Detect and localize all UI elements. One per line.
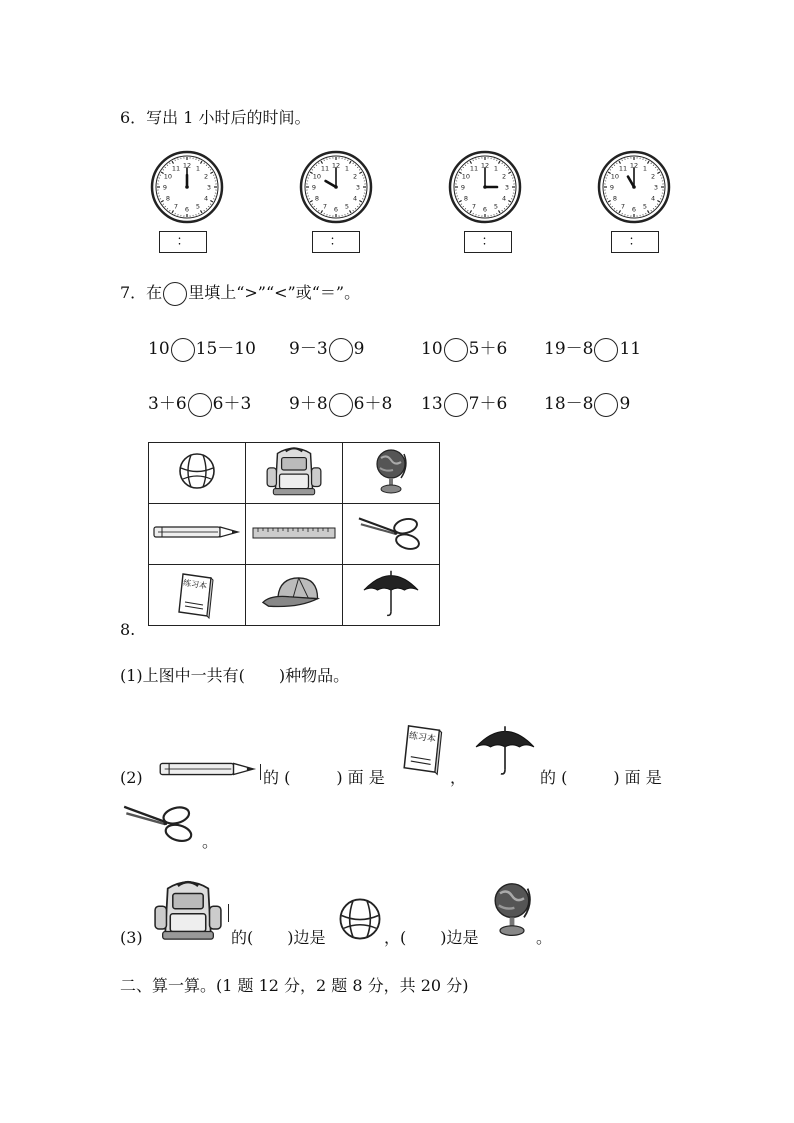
pencil-icon [158, 760, 258, 778]
answer-circle[interactable] [594, 338, 618, 362]
notebook-figure [402, 720, 446, 778]
divider [260, 764, 261, 780]
compare-item [148, 338, 256, 362]
answer-time-box[interactable]: ： [464, 231, 512, 253]
svg-text:1: 1 [195, 164, 201, 173]
q8-p2-end: 。 [202, 832, 219, 851]
q8-p3-de: 的( [231, 928, 254, 947]
answer-circle[interactable] [188, 393, 212, 417]
compare-right: 15－10 [195, 339, 256, 359]
svg-text:10: 10 [461, 172, 471, 181]
q8-p2-de1: 的 ( [263, 768, 291, 787]
svg-text:2: 2 [501, 172, 507, 181]
svg-text:11: 11 [469, 164, 479, 173]
svg-text:12: 12 [331, 161, 341, 170]
svg-text:9: 9 [311, 183, 317, 192]
svg-text:6: 6 [333, 205, 339, 214]
q8-part1 [120, 666, 349, 686]
svg-text:6: 6 [482, 205, 488, 214]
q8-p3-bian1: )边是 [287, 928, 326, 947]
compare-item [148, 393, 251, 417]
svg-text:6: 6 [184, 205, 190, 214]
answer-time-box[interactable]: ： [312, 231, 360, 253]
clock-icon [448, 150, 522, 224]
svg-text:8: 8 [463, 194, 469, 203]
svg-text:2: 2 [650, 172, 656, 181]
q8-p2-mian1: ) 面 是 [336, 768, 385, 787]
grid-cell [149, 443, 246, 504]
compare-left: 19－8 [544, 339, 594, 359]
compare-left: 10 [421, 339, 443, 359]
svg-text:11: 11 [618, 164, 628, 173]
svg-text:1: 1 [344, 164, 350, 173]
compare-left: 3＋6 [148, 394, 187, 414]
answer-time-box[interactable]: ： [159, 231, 207, 253]
answer-time-box[interactable]: ： [611, 231, 659, 253]
q8-p1-post: )种物品。 [278, 666, 350, 685]
svg-text:5: 5 [195, 202, 201, 211]
q8-p3-bian2: )边是 [440, 928, 479, 947]
svg-text:4: 4 [203, 194, 209, 203]
compare-left: 10 [148, 339, 170, 359]
svg-text:1: 1 [493, 164, 499, 173]
grid-cell [343, 504, 440, 565]
answer-circle[interactable] [444, 393, 468, 417]
svg-text:12: 12 [629, 161, 639, 170]
svg-text:11: 11 [320, 164, 330, 173]
svg-text:11: 11 [171, 164, 181, 173]
svg-text:1: 1 [642, 164, 648, 173]
grid-cell [246, 504, 343, 565]
compare-item [289, 338, 364, 362]
q7-title-pre: 7．在 [120, 283, 163, 302]
compare-right: 9 [353, 339, 365, 359]
answer-circle[interactable] [171, 338, 195, 362]
svg-text:12: 12 [480, 161, 490, 170]
svg-text:8: 8 [314, 194, 320, 203]
svg-text:7: 7 [471, 202, 477, 211]
q8-p2-de2: 的 ( [540, 768, 568, 787]
globe-icon [488, 878, 536, 940]
svg-text:4: 4 [650, 194, 656, 203]
globe-icon [371, 446, 411, 496]
svg-text:7: 7 [322, 202, 328, 211]
compare-item [421, 393, 507, 417]
q8-p2-comma: ， [450, 768, 467, 787]
svg-text:10: 10 [312, 172, 322, 181]
q8-p3-text2 [384, 928, 479, 948]
divider [228, 904, 229, 922]
grid-cell [149, 504, 246, 565]
compare-left: 13 [421, 394, 443, 414]
svg-text:3: 3 [355, 183, 361, 192]
grid-cell [246, 443, 343, 504]
clock-icon [150, 150, 224, 224]
compare-right: 6＋3 [212, 394, 252, 414]
grid-cell [343, 565, 440, 626]
q8-p2-text1 [263, 768, 385, 788]
compare-right: 11 [619, 339, 642, 359]
q8-p3-mid: ，( [384, 928, 407, 947]
answer-circle[interactable] [329, 338, 353, 362]
grid-cell [246, 565, 343, 626]
grid-cell [343, 443, 440, 504]
svg-text:2: 2 [352, 172, 358, 181]
compare-left: 9＋8 [289, 394, 328, 414]
q7-title-post: 里填上“>”“<”或“＝”。 [188, 283, 361, 302]
q8-p3-end: 。 [536, 928, 553, 947]
q8-p2-label: (2) [120, 768, 143, 787]
svg-text:3: 3 [206, 183, 212, 192]
svg-text:12: 12 [182, 161, 192, 170]
scissors-icon [357, 512, 425, 552]
svg-text:7: 7 [620, 202, 626, 211]
ruler-icon [252, 526, 336, 540]
grid-cell [149, 565, 246, 626]
svg-text:4: 4 [352, 194, 358, 203]
clock-icon [597, 150, 671, 224]
q8-label: 8. [120, 620, 136, 639]
q8-p1-pre: (1)上图中一共有( [120, 666, 245, 685]
svg-text:10: 10 [163, 172, 173, 181]
umbrella-icon [362, 568, 420, 618]
svg-text:9: 9 [162, 183, 168, 192]
compare-left: 18－8 [544, 394, 594, 414]
answer-circle[interactable] [329, 393, 353, 417]
notebook-label: 练习本 [408, 731, 437, 745]
svg-text:9: 9 [460, 183, 466, 192]
umbrella-icon [474, 722, 536, 778]
svg-text:2: 2 [203, 172, 209, 181]
clock-icon [299, 150, 373, 224]
svg-text:5: 5 [493, 202, 499, 211]
q8-p2-text2 [540, 768, 662, 788]
answer-circle[interactable] [444, 338, 468, 362]
answer-circle-sample [163, 282, 187, 306]
compare-item [544, 338, 641, 362]
svg-text:3: 3 [504, 183, 510, 192]
svg-text:9: 9 [609, 183, 615, 192]
q8-p2-mian2: ) 面 是 [613, 768, 662, 787]
basketball-icon [337, 896, 383, 942]
cap-icon [261, 573, 327, 613]
backpack-icon [263, 445, 325, 497]
compare-right: 7＋6 [468, 394, 508, 414]
compare-right: 5＋6 [468, 339, 508, 359]
answer-circle[interactable] [594, 393, 618, 417]
svg-text:10: 10 [610, 172, 620, 181]
compare-right: 9 [619, 394, 631, 414]
backpack-icon [150, 878, 226, 942]
svg-text:8: 8 [612, 194, 618, 203]
compare-item [289, 393, 392, 417]
svg-text:5: 5 [344, 202, 350, 211]
svg-text:6: 6 [631, 205, 637, 214]
notebook-label: 练习本 [182, 578, 208, 591]
compare-item [421, 338, 507, 362]
svg-text:3: 3 [653, 183, 659, 192]
notebook-icon [402, 720, 446, 778]
compare-left: 9－3 [289, 339, 328, 359]
svg-text:5: 5 [642, 202, 648, 211]
q8-p3-text1 [231, 928, 326, 948]
compare-item [544, 393, 630, 417]
section2-title: 二、算一算。(1 题 12 分，2 题 8 分，共 20 分) [120, 976, 469, 995]
svg-text:7: 7 [173, 202, 179, 211]
items-grid [148, 442, 440, 626]
q8-p3-label: (3) [120, 928, 143, 947]
svg-text:8: 8 [165, 194, 171, 203]
compare-right: 6＋8 [353, 394, 393, 414]
q6-title: 6．写出 1 小时后的时间。 [120, 108, 311, 127]
svg-text:4: 4 [501, 194, 507, 203]
scissors-icon [122, 800, 198, 844]
pencil-icon [152, 524, 242, 540]
q7-title [120, 282, 360, 306]
basketball-icon [177, 451, 217, 491]
